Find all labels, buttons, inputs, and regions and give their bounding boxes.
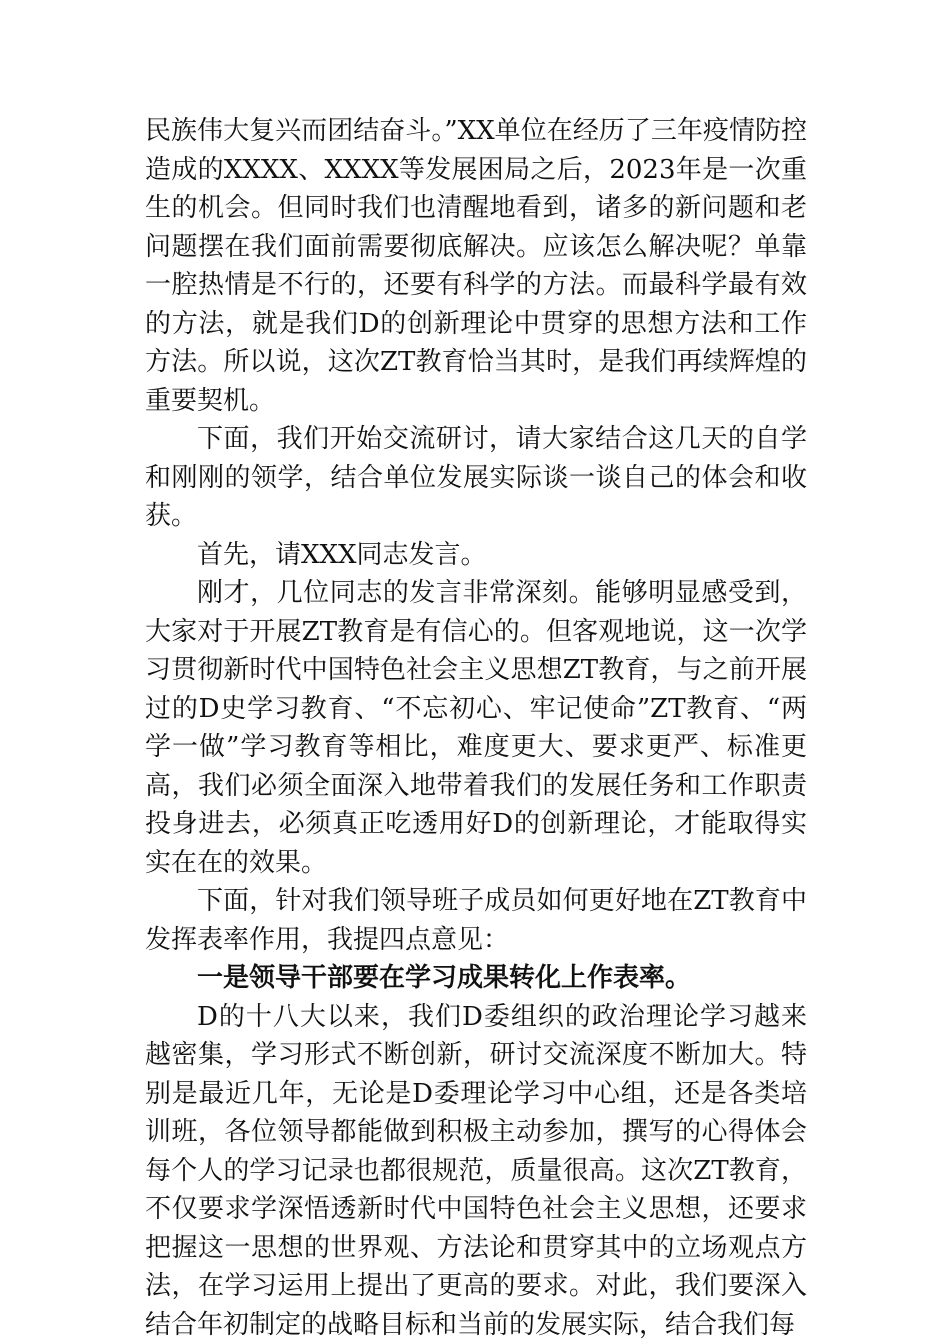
paragraph-four-points-intro: 下面，针对我们领导班子成员如何更好地在ZT教育中发挥表率作用，我提四点意见： xyxy=(145,886,807,955)
paragraph-comments: 刚才，几位同志的发言非常深刻。能够明显感受到，大家对于开展ZT教育是有信心的。但客观地说，这一次学习贯彻新时代中国特色社会主义思想ZT教育，与之前开展过的D史学习教育、“不忘初心、牢记使命”ZT教育、“两学一做”学习教育等相比，难度更大、要求更严、标准更高，我们必须全面深入地带着我们的发展任务和工作职责投身进去，必须真正吃透用好D的创新理论，才能取得实实在在的效果。 xyxy=(145,578,807,878)
paragraph-discussion-intro: 下面，我们开始交流研讨，请大家结合这几天的自学和刚刚的领学，结合单位发展实际谈一谈自己的体会和收获。 xyxy=(145,424,807,531)
paragraph-continuation: 民族伟大复兴而团结奋斗。”XX单位在经历了三年疫情防控造成的XXXX、XXXX等发展困局之后，2023年是一次重生的机会。但同时我们也清醒地看到，诸多的新问题和老问题摆在我们面前需要彻底解决。应该怎么解决呢？单靠一腔热情是不行的，还要有科学的方法。而最科学最有效的方法，就是我们D的创新理论中贯穿的思想方法和工作方法。所以说，这次ZT教育恰当其时，是我们再续辉煌的重要契机。 xyxy=(145,116,807,416)
section-heading-first-point: 一是领导干部要在学习成果转化上作表率。 xyxy=(197,963,692,993)
paragraph-first-point-body: D的十八大以来，我们D委组织的政治理论学习越来越密集，学习形式不断创新，研讨交流深度不断加大。特别是最近几年，无论是D委理论学习中心组，还是各类培训班，各位领导都能做到积极主动参加，撰写的心得体会每个人的学习记录也都很规范，质量很高。这次ZT教育，不仅要求学深悟透新时代中国特色社会主义思想，还要求把握这一思想的世界观、方法论和贯穿其中的立场观点方法，在学习运用上提出了更高的要求。对此，我们要深入结合年初制定的战略目标和当前的发展实际，结合我们每 xyxy=(145,1001,807,1340)
document-body xyxy=(145,112,807,1344)
paragraph-first-speaker: 首先，请XXX同志发言。 xyxy=(197,539,487,570)
